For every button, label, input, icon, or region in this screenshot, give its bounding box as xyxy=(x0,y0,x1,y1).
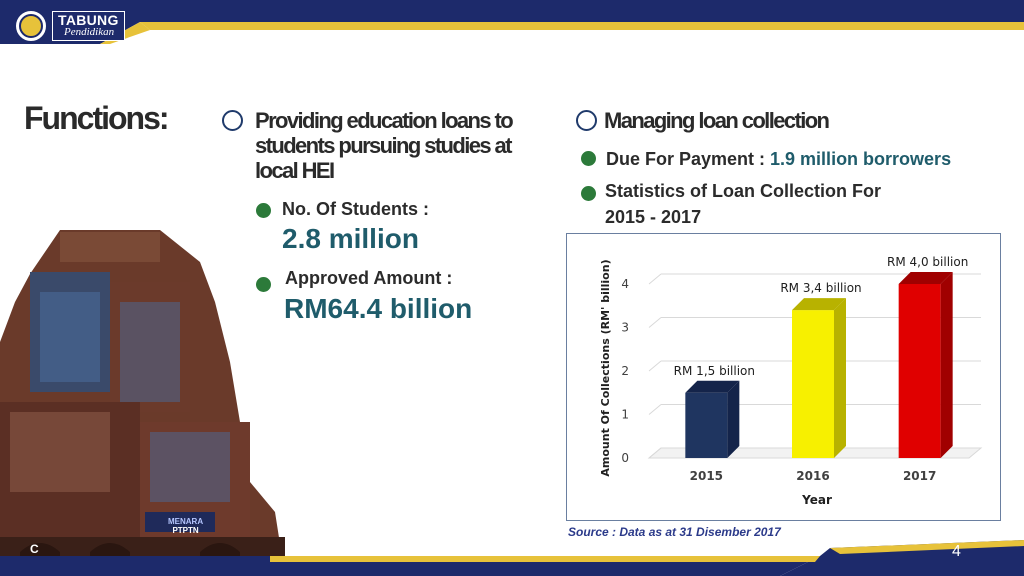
bottom-banner xyxy=(0,540,1024,576)
amount-label: Approved Amount : xyxy=(285,268,453,288)
gridline xyxy=(649,318,661,328)
gridline xyxy=(649,274,661,284)
students-label: No. Of Students : xyxy=(282,199,429,219)
page-title: Functions: xyxy=(24,100,168,136)
due-value: 1.9 million borrowers xyxy=(770,149,952,169)
page-number: 4 xyxy=(952,543,961,560)
collection-chart xyxy=(566,233,1001,521)
left-heading: Providing education loans to students pursuing studies at local HEI xyxy=(255,108,513,183)
bar-side xyxy=(727,381,739,458)
building-sign-line2: PTPTN xyxy=(172,525,199,535)
logo-seal-icon xyxy=(14,9,48,43)
logo xyxy=(14,9,125,43)
ring-bullet-icon xyxy=(222,110,243,131)
y-tick-label: 4 xyxy=(621,277,629,291)
bar xyxy=(899,284,941,458)
logo-wordmark xyxy=(52,11,125,41)
building-sign xyxy=(168,518,203,536)
data-label: RM 1,5 billion xyxy=(673,363,755,378)
bar-side xyxy=(941,272,953,458)
bar xyxy=(685,393,727,458)
logo-subtitle: Pendidikan xyxy=(64,26,115,38)
stats-line2: 2015 - 2017 xyxy=(605,207,702,227)
data-label: RM 3,4 billion xyxy=(780,281,862,296)
y-tick-label: 3 xyxy=(621,320,629,335)
x-tick-label: 2017 xyxy=(902,469,937,483)
students-value: 2.8 million xyxy=(282,223,419,254)
logo-title: TABUNG xyxy=(58,12,119,28)
bullet-dot-icon xyxy=(581,151,596,166)
y-axis-title: Amount Of Collections (RM' billion) xyxy=(599,259,612,477)
y-tick-label: 0 xyxy=(621,451,629,465)
source-note: Source : Data as at 31 Disember 2017 xyxy=(568,525,781,539)
x-axis-title: Year xyxy=(802,493,832,507)
right-heading: Managing loan collection xyxy=(604,108,829,133)
amount-value: RM64.4 billion xyxy=(284,293,473,324)
due-label: Due For Payment : xyxy=(606,149,771,169)
gridline xyxy=(649,405,661,415)
bullet-dot-icon xyxy=(256,277,271,292)
top-banner xyxy=(0,0,1024,44)
y-tick-label: 1 xyxy=(621,407,629,422)
x-tick-label: 2016 xyxy=(796,469,830,483)
ring-bullet-icon xyxy=(576,110,597,131)
building-photo xyxy=(0,222,285,576)
bar-side xyxy=(834,298,846,458)
stats-line1: Statistics of Loan Collection For xyxy=(605,181,882,201)
collection-chart-svg xyxy=(567,234,1002,522)
due-line xyxy=(606,149,951,170)
y-tick-label: 2 xyxy=(621,364,629,378)
bullet-dot-icon xyxy=(256,203,271,218)
data-label: RM 4,0 billion xyxy=(887,255,969,269)
gridline xyxy=(649,361,661,371)
photo-corner-mark: C xyxy=(30,542,39,556)
building-sign-line1: MENARA xyxy=(168,517,204,526)
x-tick-label: 2015 xyxy=(689,469,724,483)
bar xyxy=(792,310,834,458)
bullet-dot-icon xyxy=(581,186,596,201)
